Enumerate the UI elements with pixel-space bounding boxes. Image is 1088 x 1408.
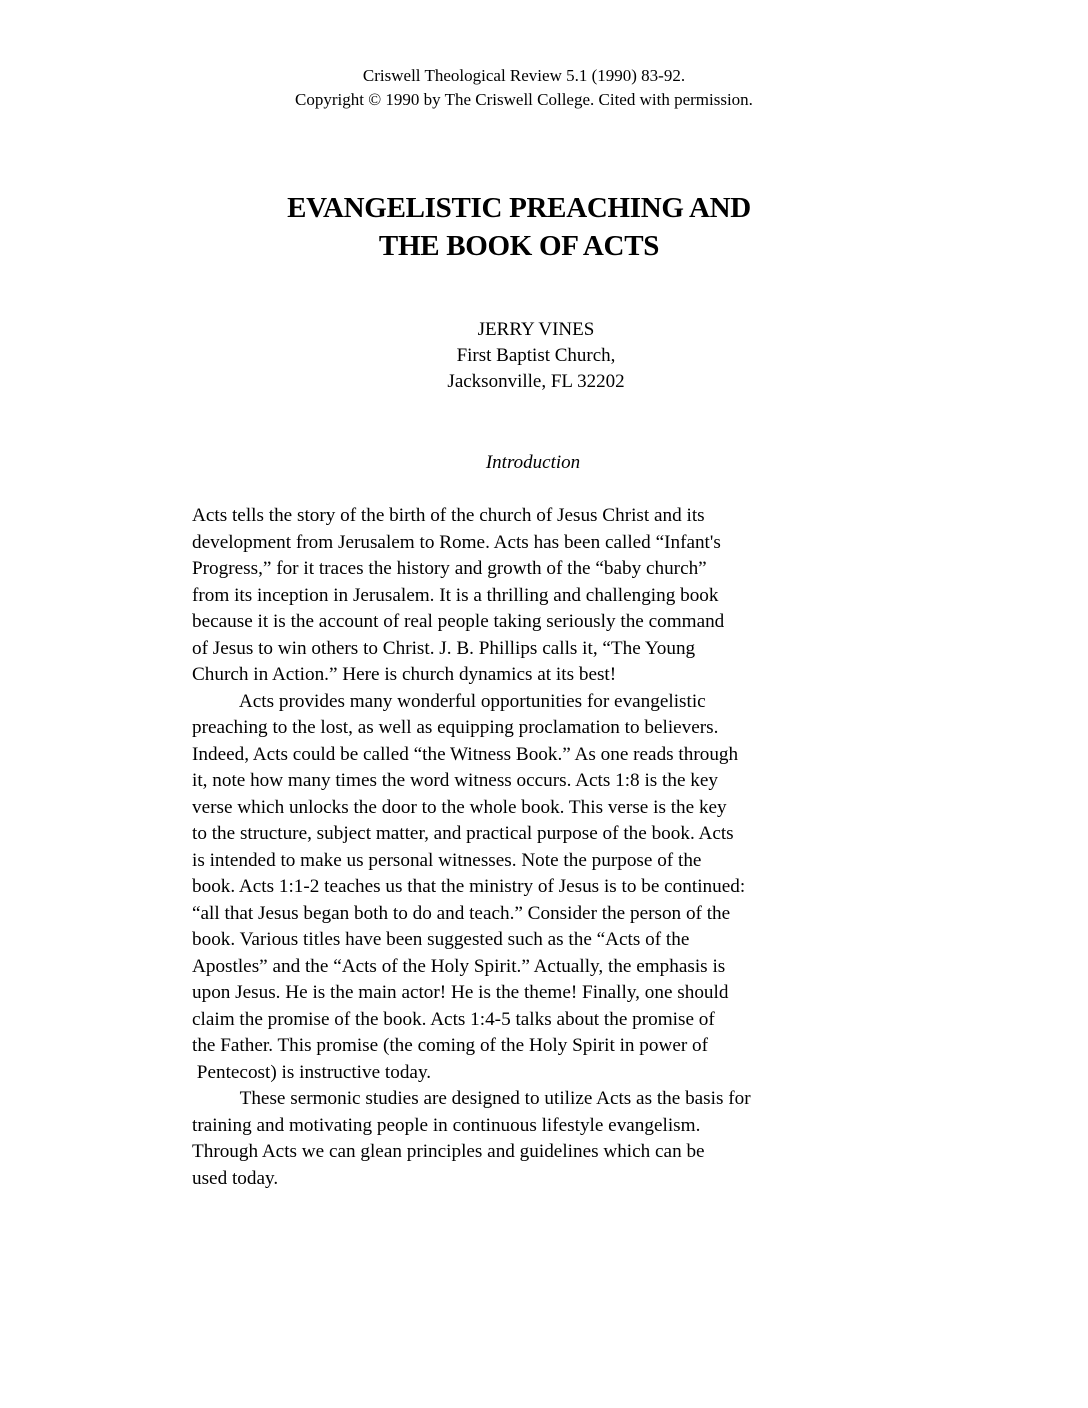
article-title-line-2: THE BOOK OF ACTS	[378, 230, 660, 262]
body-line: Acts provides many wonderful opportunities for evangelistic	[192, 690, 706, 712]
body-line: development from Jerusalem to Rome. Acts has been called “Infant's	[192, 531, 721, 553]
body-line: Indeed, Acts could be called “the Witness Book.” As one reads through	[192, 743, 739, 765]
body-line: Acts tells the story of the birth of the church of Jesus Christ and its	[192, 505, 705, 526]
body-line: “all that Jesus began both to do and teach.” Consider the person of the	[192, 902, 731, 924]
body-line: it, note how many times the word witness occurs. Acts 1:8 is the key	[192, 770, 718, 791]
author-affiliation-location: Jacksonville, FL 32202	[447, 371, 625, 392]
body-line: of Jesus to win others to Christ. J. B. Phillips calls it, “The Young	[192, 637, 696, 659]
body-line: preaching to the lost, as well as equipping proclamation to believers.	[192, 717, 719, 738]
body-line: the Father. This promise (the coming of the Holy Spirit in power of	[192, 1035, 709, 1056]
author-name: JERRY VINES	[477, 319, 595, 340]
author-affiliation-church: First Baptist Church,	[456, 345, 616, 366]
body-line: These sermonic studies are designed to utilize Acts as the basis for	[192, 1088, 751, 1109]
section-heading-introduction: Introduction	[485, 452, 581, 473]
copyright-notice: Copyright © 1990 by The Criswell College. Cited with permission.	[295, 90, 753, 109]
body-line: training and motivating people in continuous lifestyle evangelism.	[192, 1114, 701, 1136]
article-title-line-1: EVANGELISTIC PREACHING AND	[287, 192, 751, 224]
body-line: used today.	[192, 1167, 279, 1189]
body-line: upon Jesus. He is the main actor! He is the theme! Finally, one should	[192, 982, 729, 1003]
body-line: Apostles” and the “Acts of the Holy Spirit.” Actually, the emphasis is	[192, 955, 726, 977]
body-line: Through Acts we can glean principles and guidelines which can be	[192, 1141, 705, 1162]
journal-citation: Criswell Theological Review 5.1 (1990) 83-92.	[362, 66, 686, 85]
body-line: because it is the account of real people taking seriously the command	[192, 611, 725, 632]
body-line: to the structure, subject matter, and practical purpose of the book. Acts	[192, 823, 734, 844]
body-line: Progress,” for it traces the history and growth of the “baby church”	[192, 558, 707, 579]
body-line: claim the promise of the book. Acts 1:4-5 talks about the promise of	[192, 1008, 715, 1030]
body-line: is intended to make us personal witnesses. Note the purpose of the	[192, 849, 702, 871]
body-text	[192, 503, 912, 1192]
body-line: Church in Action.” Here is church dynamics at its best!	[192, 664, 617, 685]
body-line: book. Various titles have been suggested such as the “Acts of the	[192, 929, 690, 950]
body-line: from its inception in Jerusalem. It is a thrilling and challenging book	[192, 584, 719, 606]
body-line: book. Acts 1:1-2 teaches us that the ministry of Jesus is to be continued:	[192, 876, 746, 897]
body-line: verse which unlocks the door to the whole book. This verse is the key	[192, 796, 727, 818]
body-line: Pentecost) is instructive today.	[192, 1061, 432, 1083]
